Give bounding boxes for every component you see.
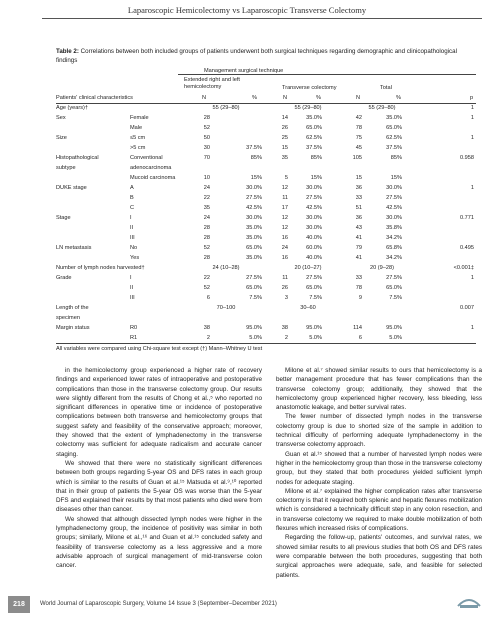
cell-label: DUKE stage <box>56 185 87 191</box>
cell-n3: 45 <box>355 145 362 151</box>
subheader-pct: % <box>252 95 257 101</box>
cell-p2: 60.0% <box>306 245 322 251</box>
cell-sub: Yes <box>130 255 140 261</box>
table-row <box>56 333 476 343</box>
cell-n2: 26 <box>281 285 288 291</box>
subheader-n: N <box>202 95 207 101</box>
table-row <box>56 103 476 113</box>
journal-footer: World Journal of Laparoscopic Surgery, Volume 14 Issue 3 (September–December 2021) <box>40 601 277 607</box>
cell-sub: I <box>130 215 132 221</box>
table-row <box>56 233 476 243</box>
cell-n2: 55 (29–80) <box>294 105 322 111</box>
cell-p3: 35.0% <box>386 115 402 121</box>
cell-p2: 7.5% <box>309 295 322 301</box>
cell-n2: 25 <box>281 135 288 141</box>
cell-p1: 35.0% <box>246 225 262 231</box>
table-row <box>56 263 476 273</box>
cell-p3: 65.0% <box>386 285 402 291</box>
cell-pv: 0.958 <box>460 155 474 161</box>
cell-p2: 5.0% <box>309 335 322 341</box>
cell-sub: R1 <box>130 335 138 341</box>
cell-pv: 1 <box>470 105 474 111</box>
cell-p1: 42.5% <box>246 205 262 211</box>
cell-label: Grade <box>56 275 72 281</box>
table-row <box>56 253 476 263</box>
cell-n2: 12 <box>281 225 288 231</box>
cell-sub: I <box>130 275 132 281</box>
cell-sub: ≤5 cm <box>130 135 146 141</box>
cell-p2: 62.5% <box>306 135 322 141</box>
cell-p1: 15% <box>250 175 262 181</box>
table-row <box>56 193 476 203</box>
table-row <box>56 323 476 333</box>
cell-n1: 70 <box>203 155 210 161</box>
cell-n2: 38 <box>281 325 288 331</box>
cell-label: Stage <box>56 215 71 221</box>
cell-n2: 12 <box>281 215 288 221</box>
cell-pv: 0.771 <box>460 215 474 221</box>
cell-p1: 5.0% <box>249 335 262 341</box>
cell-n3: 43 <box>355 225 362 231</box>
cell-n2: 30–60 <box>300 305 316 311</box>
cell-label: LN metastasis <box>56 245 92 251</box>
cell-p1: 27.5% <box>246 275 262 281</box>
cell-p3: 65.0% <box>386 125 402 131</box>
subheader-n: N <box>356 95 361 101</box>
paragraph: in the hemicolectomy group experienced a higher rate of recovery findings and experienced lower rates of intraoperative and postoperative complications than those in the transverse colectomy group. Our results were slightly different from the results of Chong et al.,⁵ who reported no significant differences in operative time or incidence of postoperative complications between both transverse and hemicolectomy groups that suggest safety and feasibility of the conservative approach; moreover, they showed that the extent of lymphadenectomy in the transverse colectomy was sufficient for adequate radicalism and accurate cancer staging. <box>56 367 262 458</box>
cell-p1: 35.0% <box>246 235 262 241</box>
body-column-right <box>276 366 482 580</box>
cell-label: Histopathological <box>56 155 99 161</box>
cell-n2: 17 <box>281 205 288 211</box>
cell-p3: 85% <box>390 155 402 161</box>
cell-p1: 37.5% <box>246 145 262 151</box>
table-footnote-row <box>56 344 476 354</box>
table-row <box>56 123 476 133</box>
cell-sub: R0 <box>130 325 138 331</box>
publisher-logo-icon <box>456 592 482 610</box>
table-row <box>56 113 476 123</box>
col-header-hemicolectomy: Extended right and left hemicolectomy <box>184 77 240 90</box>
cell-n1: 28 <box>203 225 210 231</box>
cell-n2: 12 <box>281 185 288 191</box>
cell-n1: 35 <box>203 205 210 211</box>
table-row <box>56 243 476 253</box>
cell-p3: 34.2% <box>386 235 402 241</box>
cell-n1: 24 <box>203 215 210 221</box>
col-header-total: Total <box>380 85 392 91</box>
subheader-pct: % <box>316 95 321 101</box>
body-column-left <box>56 366 262 571</box>
cell-label: Sex <box>56 115 66 121</box>
cell-p1: 85% <box>250 155 262 161</box>
cell-n1: 28 <box>203 255 210 261</box>
cell-p2: 42.5% <box>306 205 322 211</box>
cell-p2: 15% <box>310 175 322 181</box>
cell-p2: 37.5% <box>306 145 322 151</box>
cell-sub: C <box>130 205 135 211</box>
table-row <box>56 153 476 163</box>
cell-label: Length of the <box>56 305 89 311</box>
cell-p1: 35.0% <box>246 255 262 261</box>
cell-p2: 40.0% <box>306 255 322 261</box>
cell-p2: 30.0% <box>306 215 322 221</box>
cell-n1: 24 <box>203 185 210 191</box>
cell-n3: 6 <box>358 335 362 341</box>
cell-p1: 65.0% <box>246 245 262 251</box>
subheader-n: N <box>283 95 288 101</box>
table-row <box>56 143 476 153</box>
cell-p3: 15% <box>390 175 402 181</box>
cell-n3: 15 <box>355 175 362 181</box>
cell-p2: 27.5% <box>306 195 322 201</box>
cell-sub: Male <box>130 125 143 131</box>
cell-n2: 14 <box>281 115 288 121</box>
cell-sub: >5 cm <box>130 145 146 151</box>
page-number: 218 <box>8 596 30 613</box>
cell-sub: Mucoid carcinoma <box>130 175 176 181</box>
cell-n2: 11 <box>282 275 288 281</box>
cell-sub: II <box>130 285 134 291</box>
cell-pv: 0.495 <box>460 245 474 251</box>
cell-p2: 27.5% <box>306 275 322 281</box>
cell-p3: 30.0% <box>386 215 402 221</box>
table-footnote: All variables were compared using Chi-square test except (†) Mann–Whitney U test <box>56 346 263 352</box>
cell-pv: 1 <box>470 115 474 121</box>
cell-n1: 30 <box>203 145 210 151</box>
subheader-p: p <box>470 95 474 101</box>
cell-p2: 40.0% <box>306 235 322 241</box>
row-header: Patients' clinical characteristics <box>56 95 133 101</box>
cell-n1: 22 <box>203 275 210 281</box>
cell-n3: 78 <box>355 125 362 131</box>
cell-n3: 78 <box>355 285 362 291</box>
cell-p3: 35.8% <box>386 225 402 231</box>
cell-pv: 1 <box>470 135 474 141</box>
cell-p2: 30.0% <box>306 185 322 191</box>
table-row <box>56 283 476 293</box>
cell-p3: 37.5% <box>386 145 402 151</box>
col-header-transverse: Transverse colectomy <box>282 85 337 91</box>
cell-label: Number of lymph nodes harvested† <box>56 265 145 271</box>
header-rule <box>42 18 482 19</box>
cell-n1: 2 <box>206 335 210 341</box>
table-row <box>56 293 476 303</box>
cell-label: subtype <box>56 165 76 171</box>
cell-pv: 1 <box>470 325 474 331</box>
table-row <box>56 273 476 283</box>
cell-n3: 9 <box>358 295 362 301</box>
cell-n3: 105 <box>352 155 362 161</box>
cell-n3: 75 <box>355 135 362 141</box>
cell-pv: 1 <box>470 185 474 191</box>
cell-n2: 11 <box>282 195 288 201</box>
cell-sub: B <box>130 195 134 201</box>
cell-sub: adenocarcinoma <box>130 165 172 171</box>
cell-p2: 35.0% <box>306 115 322 121</box>
paragraph: Milone et al.⁷ explained the higher complication rates after transverse colectomy is that it required both splenic and hepatic flexures mobilization which is considered a technically difficult step in any colon resection, and in transverse colectomy we required to make double mobilization of both flexures which increased risks of complications. <box>276 487 482 533</box>
table-col-header-row <box>56 75 476 93</box>
cell-label: Size <box>56 135 67 141</box>
cell-n3: 55 (29–80) <box>368 105 396 111</box>
cell-n3: 36 <box>355 185 362 191</box>
table-row <box>56 133 476 143</box>
table-row <box>56 313 476 323</box>
table-row <box>56 163 476 173</box>
cell-n1: 24 (10–28) <box>212 265 240 271</box>
cell-p3: 62.5% <box>386 135 402 141</box>
cell-p2: 85% <box>310 155 322 161</box>
caption-text: Correlations between both included groups of patients underwent both surgical techniques regarding demographic and clinicopathological findings <box>56 48 457 64</box>
paragraph: We showed that there were no statistically significant differences between both groups regarding 5-year OS and DFS rates in each group which is similar to the results of Guan et al.¹⁵ Matsuda et al.⁹,¹⁰ reported that in their group of patients the 5-year OS was worse than the 5-year DFS and explained their results by that most patients who died were from diseases other than cancer. <box>56 459 262 514</box>
cell-n3: 36 <box>355 215 362 221</box>
table-row <box>56 213 476 223</box>
cell-n2: 2 <box>284 335 288 341</box>
cell-n1: 22 <box>203 195 210 201</box>
cell-p1: 95.0% <box>246 325 262 331</box>
cell-n1: 52 <box>203 285 210 291</box>
cell-sub: III <box>130 295 135 301</box>
results-table <box>56 66 476 354</box>
paragraph: The fewer number of dissected lymph nodes in the transverse colectomy group is due to shorted size of the sample in addition to technical difficulty of performing adequate lymphadenectomy in the transverse colectomy approach. <box>276 413 482 449</box>
cell-n3: 41 <box>355 255 362 261</box>
cell-p2: 95.0% <box>306 325 322 331</box>
cell-p3: 7.5% <box>389 295 402 301</box>
cell-pv: 1 <box>470 275 474 281</box>
cell-p3: 30.0% <box>386 185 402 191</box>
cell-pv: <0.001‡ <box>453 265 474 271</box>
cell-p3: 65.8% <box>386 245 402 251</box>
cell-p2: 65.0% <box>306 125 322 131</box>
cell-p1: 27.5% <box>246 195 262 201</box>
cell-n3: 33 <box>355 275 362 281</box>
cell-sub: II <box>130 225 134 231</box>
cell-n3: 41 <box>355 235 362 241</box>
cell-sub: Female <box>130 115 149 121</box>
table-subheader-row <box>56 93 476 103</box>
cell-sub: No <box>130 245 138 251</box>
cell-n2: 35 <box>281 155 288 161</box>
cell-n2: 3 <box>284 295 288 301</box>
cell-p3: 27.5% <box>386 275 402 281</box>
table-row <box>56 303 476 313</box>
cell-label: specimen <box>56 315 80 321</box>
cell-p2: 65.0% <box>306 285 322 291</box>
cell-p2: 30.0% <box>306 225 322 231</box>
paragraph: Regarding the follow-up, patients' outcomes, and survival rates, we showed similar results to all previous studies that both OS and DFS rates were comparable between the both procedures, suggesting that both surgical approaches were adequate, safe, and feasible for selected patients. <box>276 534 482 579</box>
paragraph: We showed that although dissected lymph nodes were higher in the lymphadenectomy group, the incidence of positivity was similar in both groups; similarly, Milone et al.,¹⁶ and Guan et al.¹⁵ concluded safety and feasibility of transverse colectomy as a less aggressive and a more advisable approach of surgical management of mid-transverse colon cancer. <box>56 515 262 570</box>
cell-n1: 38 <box>203 325 210 331</box>
table-row <box>56 223 476 233</box>
cell-p3: 95.0% <box>386 325 402 331</box>
table-row <box>56 183 476 193</box>
cell-n3: 42 <box>355 115 362 121</box>
cell-n3: 79 <box>355 245 362 251</box>
cell-sub: Conventional <box>130 155 163 161</box>
subheader-pct: % <box>396 95 401 101</box>
table-row <box>56 203 476 213</box>
cell-p3: 5.0% <box>389 335 402 341</box>
cell-label: Age (years)† <box>56 105 89 111</box>
table-caption <box>56 48 476 65</box>
cell-n2: 15 <box>281 145 288 151</box>
table-body <box>56 103 476 344</box>
cell-n3: 20 (9–28) <box>370 265 394 271</box>
cell-sub: III <box>130 235 135 241</box>
cell-n3: 114 <box>353 325 362 331</box>
running-header: Laparoscopic Hemicolectomy vs Laparoscopic Transverse Colectomy <box>127 5 367 15</box>
cell-n1: 50 <box>203 135 210 141</box>
cell-n2: 5 <box>284 175 288 181</box>
cell-n3: 33 <box>355 195 362 201</box>
cell-p1: 30.0% <box>246 185 262 191</box>
cell-n3: 51 <box>355 205 362 211</box>
cell-n2: 16 <box>281 235 288 241</box>
paragraph: Milone et al.⁷ showed similar results to ours that hemicolectomy is a better management procedure that has fewer complications than the transverse colectomy group; additionally, they showed that the hemicolectomy group experienced higher recovery, less bleeding, less anastomotic leakage, and better survival rates. <box>276 367 482 412</box>
caption-label: Table 2: <box>56 48 79 55</box>
cell-n2: 20 (10–27) <box>294 265 322 271</box>
paragraph: Guan et al.¹⁵ showed that a number of harvested lymph nodes were higher in the hemicolectomy group than those in the transverse colectomy group, but they stated that both procedures yielded sufficient lymph nodes for adequate staging. <box>276 450 482 486</box>
cell-n1: 55 (29–80) <box>212 105 240 111</box>
cell-n1: 10 <box>203 175 210 181</box>
cell-n2: 26 <box>281 125 288 131</box>
group-header: Management surgical technique <box>204 68 284 74</box>
cell-p3: 42.5% <box>386 205 402 211</box>
cell-p1: 7.5% <box>249 295 262 301</box>
table-row <box>56 173 476 183</box>
cell-pv: 0.007 <box>460 305 474 311</box>
cell-n2: 16 <box>281 255 288 261</box>
cell-p3: 27.5% <box>386 195 402 201</box>
cell-p1: 65.0% <box>246 285 262 291</box>
cell-n1: 6 <box>206 295 210 301</box>
cell-n1: 70–100 <box>216 305 236 311</box>
cell-n1: 52 <box>203 125 210 131</box>
cell-p3: 34.2% <box>386 255 402 261</box>
cell-label: Margin status <box>56 325 90 331</box>
cell-p1: 30.0% <box>246 215 262 221</box>
cell-n1: 28 <box>203 235 210 241</box>
cell-n2: 24 <box>281 245 288 251</box>
cell-n1: 52 <box>203 245 210 251</box>
cell-n1: 28 <box>203 115 210 121</box>
cell-sub: A <box>130 185 134 191</box>
